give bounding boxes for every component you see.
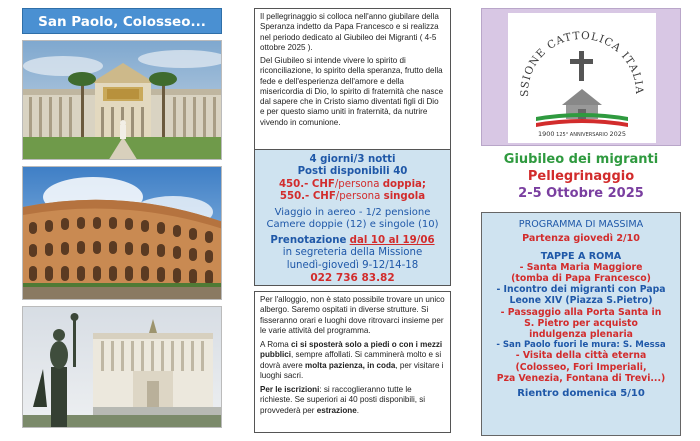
enroll-text-d: .: [356, 405, 359, 415]
basilica-san-paolo-photo: [22, 40, 222, 160]
stop-2a: - Incontro dei migranti con Papa: [496, 284, 666, 296]
price-single-amount: 550.- CHF: [279, 191, 336, 203]
rome-text-e: , per visitare i luoghi sacri.: [260, 360, 444, 380]
price-single-type: singola: [383, 191, 426, 203]
price-single-per: /persona: [335, 191, 384, 203]
enroll-text-b: : si raccoglieranno tutte le richieste. Se superiori ai 40 posti disponibili, si provvederà per: [260, 385, 426, 415]
rome-text-b: ci si sposterà solo a piedi o con i mezzi pubblici: [260, 340, 443, 360]
logistics-text-box: [254, 291, 451, 433]
booking-dates: dal 10 al 19/06: [349, 235, 435, 247]
intro-paragraph-1: Il pellegrinaggio si colloca nell'anno giubilare della Speranza indetto da Papa Francesco e si realizza nel periodo dedicato al Giubileo dei Migranti ( 4-5 ottobre 2025 ).: [260, 12, 439, 52]
logo-box: [481, 8, 681, 146]
trip-info-2: Camere doppie (12) e singole (10): [266, 218, 439, 230]
intro-paragraph-2: Del Giubileo si intende vivere lo spirito di riconciliazione, lo spirito della speranza, frutto della fede e dell'esperienza dell'amore e della misericordia di Dio, lo spirito di fraternità che nasce dal sapere che in Cristo siamo diventati figli di Dio e per questo siamo uniti in fraternità, da nutrire vivendo in comunione.: [260, 56, 444, 127]
available-seats: Posti disponibili 40: [297, 166, 408, 178]
booking-line: [255, 235, 450, 247]
cross-icon: [579, 51, 584, 81]
rome-text-d: molta pazienza, in coda: [305, 360, 396, 370]
price-double-amount: 450.- CHF: [278, 178, 335, 190]
departure: Partenza giovedì 2/10: [522, 233, 640, 244]
logo-anniversary: 125° ANNIVERSARIO: [556, 132, 608, 138]
price-double: [255, 179, 450, 191]
rome-text-a: A Roma: [260, 340, 292, 350]
stop-5a: - Visita della città eterna: [515, 350, 647, 362]
stop-3b: S. Pietro per acquisto: [524, 317, 638, 329]
stop-5c: Pza Venezia, Fontana di Trevi...): [496, 372, 666, 384]
stages-header: TAPPE A ROMA: [540, 251, 622, 262]
rome-paragraph: [260, 340, 445, 381]
altare-della-patria-photo: [22, 306, 222, 428]
info-box: [254, 150, 451, 286]
program-box: [481, 212, 681, 436]
stop-3c: indulgenza plenaria: [529, 328, 633, 340]
rome-text-c: , sempre affollati. Si camminerà molto e si dovrà avere: [260, 350, 442, 370]
middle-column: [254, 8, 451, 433]
title-pilgrimage: Pellegrinaggio: [527, 168, 635, 184]
left-header: San Paolo, Colosseo...: [22, 8, 222, 34]
booking-hours: lunedì-giovedì 9-12/14-18: [286, 259, 419, 271]
title-dates: 2-5 Ottobre 2025: [518, 185, 644, 201]
enroll-text-a: Per le iscrizioni: [260, 385, 320, 395]
price-double-per: /persona: [334, 178, 383, 190]
stop-5b: (Colosseo, Fori Imperiali,: [515, 361, 647, 373]
logo-arc-text: SSIONE CATTOLICA ITALIA: [518, 29, 646, 97]
price-double-type: doppia;: [382, 178, 427, 190]
booking-place: in segreteria della Missione: [282, 247, 423, 259]
lodging-paragraph: Per l'alloggio, non è stato possibile trovare un unico albergo. Saremo ospitati in diverse strutture. Si fisseranno orari e luoghi dove ritrovarci insieme per le varie attività del programma.: [260, 295, 445, 335]
enrollment-paragraph: [260, 385, 445, 416]
stop-4: - San Paolo fuori le mura: S. Messa: [496, 340, 666, 351]
booking-label: Prenotazione: [270, 235, 347, 247]
right-column: [481, 8, 681, 436]
title-box: [481, 146, 681, 212]
stop-1a: - Santa Maria Maggiore: [519, 262, 643, 273]
stop-1b: (tomba di Papa Francesco): [511, 273, 651, 285]
title-jubilee: Giubileo dei migranti: [503, 152, 659, 167]
trip-info-1: Viaggio in aereo - 1/2 pensione: [274, 206, 431, 218]
church-icon: [562, 89, 602, 105]
return-date: Rientro domenica 5/10: [517, 387, 645, 399]
logo-year-start: 1900: [538, 130, 555, 138]
logo-year-end: 2025: [609, 130, 626, 138]
stop-2b: Leone XIV (Piazza S.Pietro): [509, 295, 653, 307]
stop-3a: - Passaggio alla Porta Santa in: [500, 306, 662, 318]
program-header: PROGRAMMA DI MASSIMA: [518, 219, 644, 230]
price-single: [255, 191, 450, 203]
intro-text-box: [254, 8, 451, 150]
mission-logo: [508, 13, 656, 143]
enroll-text-c: estrazione: [316, 405, 357, 415]
left-column: [22, 8, 222, 428]
colosseum-photo: [22, 166, 222, 300]
duration: 4 giorni/3 notti: [309, 154, 396, 165]
phone-number: 022 736 83.82: [310, 271, 395, 284]
